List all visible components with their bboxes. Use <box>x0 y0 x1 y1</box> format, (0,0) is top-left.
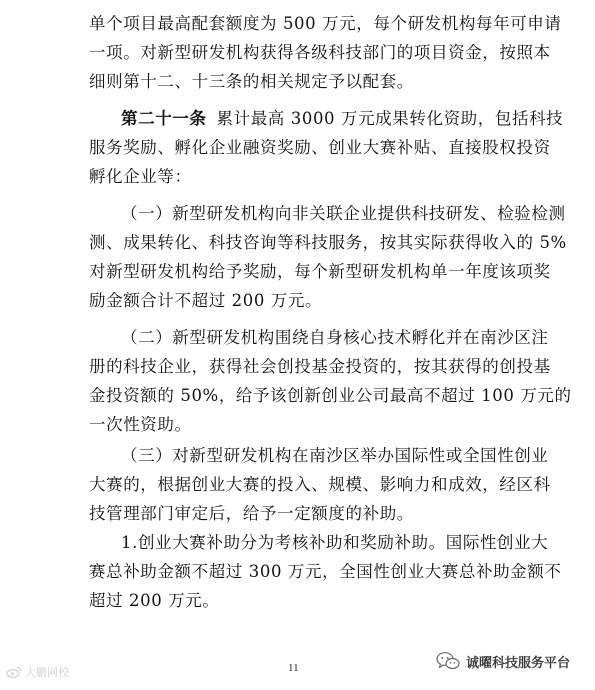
paragraph-line: 册的科技企业，获得社会创投基金投资的，按其获得的创投基 <box>89 357 551 376</box>
wechat-icon <box>436 651 460 671</box>
paragraph-line: 技管理部门审定后，给予一定额度的补助。 <box>89 504 414 523</box>
paragraph-line: 服务奖励、孵化企业融资奖励、创业大赛补贴、直接股权投资 <box>89 138 551 157</box>
paragraph-line: 测、成果转化、科技咨询等科技服务，按其实际获得收入的 5% <box>89 233 567 252</box>
paragraph-line: 大赛的，根据创业大赛的投入、规模、影响力和成效，经区科 <box>89 475 551 494</box>
article-text: 累计最高 3000 万元成果转化资助，包括科技 <box>216 109 564 128</box>
page-number: 11 <box>288 662 299 674</box>
paragraph-line: 细则第十二、十三条的相关规定予以配套。 <box>89 72 414 91</box>
platform-watermark <box>436 651 570 671</box>
article-heading: 第二十一条 <box>121 109 207 128</box>
paragraph-line: 一次性资助。 <box>89 415 192 434</box>
paragraph-line: 单个项目最高配套额度为 500 万元，每个研发机构每年可申请 <box>89 14 562 33</box>
weibo-icon <box>6 666 22 678</box>
paragraph-line: （三）对新型研发机构在南沙区举办国际性或全国性创业 <box>121 446 549 465</box>
paragraph-line: （一）新型研发机构向非关联企业提供科技研发、检验检测 <box>121 204 566 223</box>
paragraph-line: 一项。对新型研发机构获得各级科技部门的项目资金，按照本 <box>89 43 551 62</box>
paragraph-line: 赛总补助金额不超过 300 万元，全国性创业大赛总补助金额不 <box>89 562 562 581</box>
paragraph-line: 励金额合计不超过 200 万元。 <box>89 291 323 310</box>
paragraph-line: 金投资额的 50%，给予该创新创业公司最高不超过 100 万元的 <box>89 386 572 405</box>
paragraph-line: 对新型研发机构给予奖励，每个新型研发机构单一年度该项奖 <box>89 262 551 281</box>
paragraph-line: 孵化企业等： <box>89 167 192 186</box>
source-watermark-text: 大鹏网校 <box>25 666 69 679</box>
source-watermark <box>6 664 69 680</box>
paragraph-line: （二）新型研发机构围绕自身核心技术孵化并在南沙区注 <box>121 328 549 347</box>
article-line <box>121 108 563 130</box>
platform-watermark-text: 诚曜科技服务平台 <box>466 655 571 671</box>
paragraph-line: 超过 200 万元。 <box>89 591 220 610</box>
paragraph-line: 1.创业大赛补助分为考核补助和奖励补助。国际性创业大 <box>121 533 549 552</box>
